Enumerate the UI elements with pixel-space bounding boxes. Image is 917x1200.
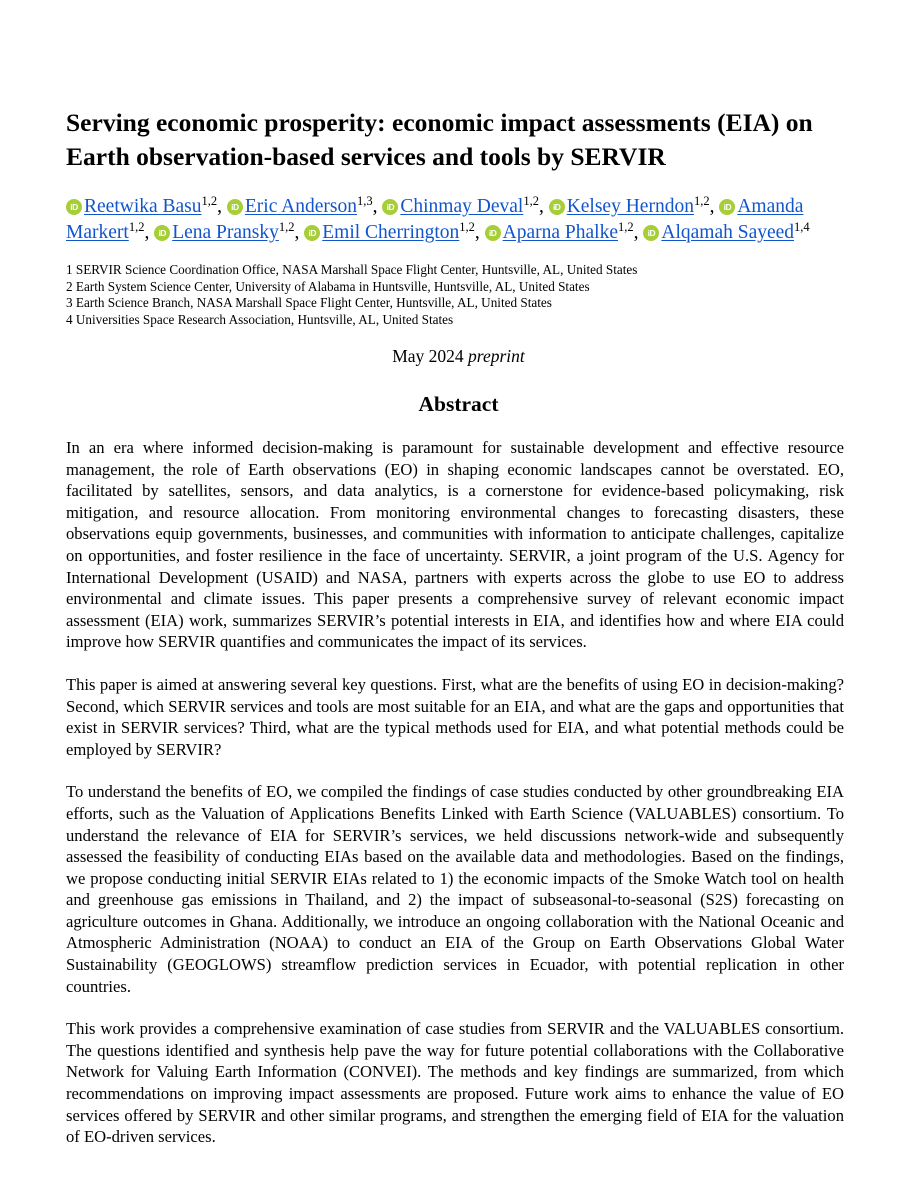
abstract-heading: Abstract [418,392,499,416]
author-affiliation-mark: 1,4 [794,220,810,234]
author-entry: iD Aparna Phalke$^{1,2}$, [485,222,644,243]
author-affiliation-mark: 1,2 [459,220,475,234]
author-affiliation-mark: 1,2 [618,220,634,234]
author-entry [643,222,809,243]
abstract-body [66,437,844,1169]
affiliation-item: 2 Earth System Science Center, University of Alabama in Huntsville, Huntsville, AL, United States [66,278,590,294]
author-entry: iD Amanda Markert$^{1,2}$, [66,196,804,243]
author-list [66,194,856,246]
orcid-icon[interactable]: iD [227,199,243,215]
author-link[interactable]: Eric Anderson [244,196,357,217]
author-link[interactable]: Amanda Markert [66,196,804,243]
preprint-label: preprint [468,346,525,366]
abstract-paragraph: This paper is aimed at answering several key questions. First, what are the benefits of using EO in decision-making? Second, which SERVIR services and tools are most suitable for an EIA, and what are the gaps and opportunities that exist in SERVIR services? Third, what are the typical methods used for EIA, and what potential methods could be employed by SERVIR? [66,674,844,759]
author-affiliation-mark: 1,2 [128,220,145,234]
author-link[interactable]: Alqamah Sayeed [661,222,795,243]
affiliation-item: 1 SERVIR Science Coordination Office, NASA Marshall Space Flight Center, Huntsville, AL, United States [66,262,638,277]
author-link[interactable]: Aparna Phalke [502,222,618,243]
author-entry: iD Reetwika Basu$^{1,2}$, [66,196,227,217]
author-link[interactable]: Kelsey Herndon [566,196,694,217]
orcid-icon[interactable]: iD [154,225,170,241]
author-affiliation-mark: 1,2 [523,194,539,208]
affiliation-list [66,262,856,328]
publication-date-line [0,345,917,367]
author-entry: iD Chinmay Deval$^{1,2}$, [382,196,548,217]
orcid-icon[interactable]: iD [549,199,565,215]
abstract-paragraph: To understand the benefits of EO, we compiled the findings of case studies conducted by other groundbreaking EIA efforts, such as the Valuation of Applications Benefits Linked with Earth Science (VALUABLES) consortium. To understand the relevance of EIA for SERVIR’s services, we held discussions network-wide and subsequently assessed the feasibility of conducting EIAs based on the available data and methodologies. Based on the findings, we propose conducting initial SERVIR EIAs related to 1) the economic impacts of the Smoke Watch tool on health and greenhouse gas emissions in Thailand, and 2) the impact of subseasonal-to-seasonal (S2S) forecasting on agriculture outcomes in Ghana. Additionally, we introduce an ongoing collaboration with the National Oceanic and Atmospheric Administration (NOAA) to conduct an EIA of the Group on Earth Observations Global Water Sustainability (GEOGLOWS) streamflow prediction services in Ecuador, with potential replication in other countries. [66,782,844,996]
author-affiliation-mark: 1,3 [357,194,373,208]
orcid-icon[interactable]: iD [719,199,735,215]
orcid-icon[interactable]: iD [485,225,501,241]
author-link[interactable]: Lena Pransky [172,222,279,243]
author-affiliation-mark: 1,2 [201,194,218,208]
author-link[interactable]: Reetwika Basu [84,196,202,217]
author-link[interactable]: Chinmay Deval [400,196,524,217]
orcid-icon[interactable]: iD [382,199,398,215]
orcid-icon[interactable]: iD [304,225,320,241]
author-entry: iD Lena Pransky$^{1,2}$, [154,222,304,243]
orcid-icon[interactable]: iD [643,225,659,241]
author-link[interactable]: Emil Cherrington [322,222,460,243]
publication-date: May 2024 [392,346,464,366]
orcid-icon[interactable]: iD [66,199,82,215]
author-affiliation-mark: 1,2 [278,220,295,234]
author-affiliation-mark: 1,2 [693,194,710,208]
affiliation-item: 3 Earth Science Branch, NASA Marshall Space Flight Center, Huntsville, AL, United States [66,295,552,310]
paper-title: Serving economic prosperity: economic impact assessments (EIA) on Earth observation-based services and tools by SERVIR [66,108,813,171]
author-entry: iD Emil Cherrington$^{1,2}$, [304,222,484,243]
abstract-paragraph: This work provides a comprehensive examination of case studies from SERVIR and the VALUABLES consortium. The questions identified and synthesis help pave the way for future potential collaborations with the Collaborative Network for Valuing Earth Information (CONVEI). The methods and key findings are summarized, from which recommendations on improving impact assessments are proposed. Future work aims to enhance the value of EO services offered by SERVIR and other similar programs, and strengthen the emerging field of EIA for the valuation of EO-driven services. [66,1019,844,1147]
affiliation-item: 4 Universities Space Research Association, Huntsville, AL, United States [66,311,454,327]
author-entry: iD Eric Anderson$^{1,3}$, [227,196,382,217]
author-entry: iD Kelsey Herndon$^{1,2}$, [549,196,720,217]
abstract-paragraph: In an era where informed decision-making is paramount for sustainable development and effective resource management, the role of Earth observations (EO) in shaping economic landscapes cannot be overstated. EO, facilitated by satellites, sensors, and data analytics, is a cornerstone for evidence-based policymaking, risk mitigation, and resource allocation. From monitoring environmental changes to forecasting disasters, these observations equip governments, businesses, and communities with information to anticipate challenges, capitalize on opportunities, and foster resilience in the face of uncertainty. SERVIR, a joint program of the U.S. Agency for International Development (USAID) and NASA, partners with experts across the globe to use EO to address environmental and climate issues. This paper presents a comprehensive survey of relevant economic impact assessment (EIA) work, summarizes SERVIR’s potential interests in EIA, and identifies how and where EIA could improve how SERVIR quantifies and communicates the impact of its services. [66,438,844,652]
